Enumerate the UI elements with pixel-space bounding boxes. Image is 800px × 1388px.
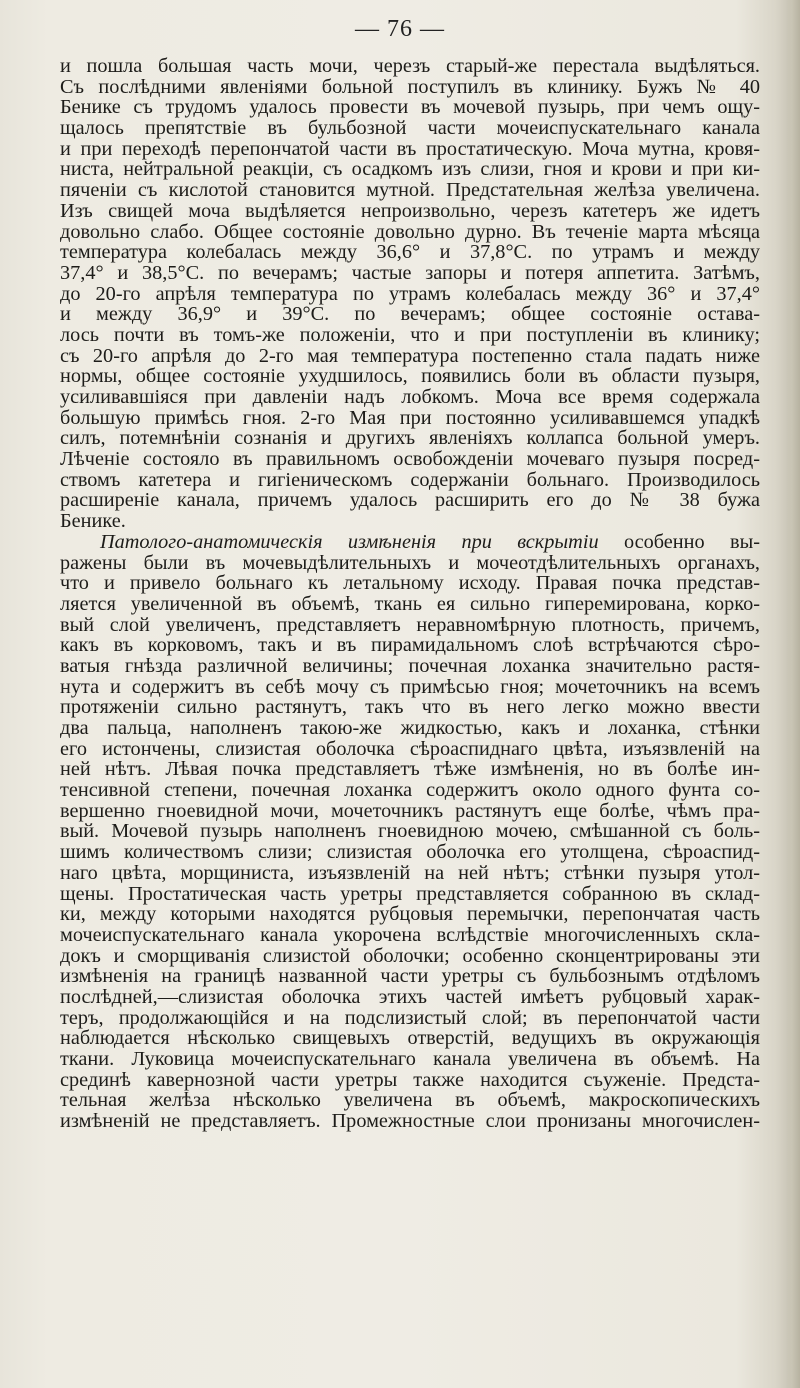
- text-line: [60, 56, 760, 77]
- text-line: [60, 490, 760, 511]
- text-line: [60, 1008, 760, 1029]
- line-text: Бенике.: [60, 510, 126, 533]
- text-line: [60, 449, 760, 470]
- line-text: щалось препятствіе въ бульбозной части мочеиспускательнаго канала: [60, 117, 760, 140]
- text-line: [60, 366, 760, 387]
- line-text: измѣненій не представляетъ. Промежностные слои пронизаны многочислен-: [60, 1110, 760, 1133]
- line-text: ки, между которыми находятся рубцовыя перемычки, перепончатая часть: [60, 903, 760, 926]
- text-line: [60, 759, 760, 780]
- text-line: [60, 718, 760, 739]
- line-text: вершенно гноевидной мочи, мочеточникъ растянутъ еще болѣе, чѣмъ пра-: [60, 799, 760, 822]
- line-text: докъ и сморщиванія слизистой оболочки; особенно сконцентрированы эти: [60, 944, 760, 967]
- text-line: [60, 946, 760, 967]
- line-text: шимъ количествомъ слизи; слизистая оболочка его утолщена, сѣроаспид-: [60, 841, 760, 864]
- text-line: [60, 470, 760, 491]
- text-line: [60, 842, 760, 863]
- text-line: [60, 697, 760, 718]
- text-line: [60, 118, 760, 139]
- line-text: тенсивной степени, почечная лоханка содержитъ около одного фунта со-: [60, 779, 760, 802]
- text-line: [60, 1049, 760, 1070]
- line-text: и при переходѣ перепончатой части въ простатическую. Моча мутна, кровя-: [60, 137, 760, 160]
- text-line: [60, 387, 760, 408]
- line-text: послѣдней,—слизистая оболочка этихъ частей имѣетъ рубцовый харак-: [60, 985, 760, 1008]
- line-text: пяченіи съ кислотой становится мутной. Предстательная желѣза увеличена.: [60, 179, 760, 202]
- line-text: Изъ свищей моча выдѣляется непроизвольно, черезъ катетеръ же идетъ: [60, 199, 760, 222]
- text-line: [60, 346, 760, 367]
- line-text: съ 20-го апрѣля до 2-го мая температура постепенно стала падать ниже: [60, 344, 760, 367]
- body-text: [60, 56, 760, 1132]
- line-text: ляется увеличенной въ объемѣ, ткань ея сильно гиперемирована, корко-: [60, 592, 760, 615]
- line-text: усиливавшіяся при давленіи надъ лобкомъ. Моча все время содержала: [60, 386, 760, 408]
- line-text: 37,4° и 38,5°С. по вечерамъ; частые запоры и потеря аппетита. Затѣмъ,: [60, 261, 760, 284]
- page-number: — 76 —: [355, 16, 445, 42]
- text-line: [60, 428, 760, 449]
- text-line: [60, 180, 760, 201]
- line-text: два пальца, наполненъ такою-же жидкостью, какъ и лоханка, стѣнки: [60, 717, 760, 739]
- line-text: наго цвѣта, морщиниста, изъязвленій на ней нѣтъ; стѣнки пузыря утол-: [60, 861, 760, 884]
- text-line: [60, 1111, 760, 1132]
- line-text: теръ, продолжающійся и на подслизистый слой; въ перепончатой части: [60, 1006, 760, 1029]
- line-text: наблюдается нѣсколько свищевыхъ отверстій, ведущихъ въ окружающія: [60, 1027, 760, 1050]
- text-line: [60, 987, 760, 1008]
- line-text: срединѣ кавернозной части уретры также находится съуженіе. Предста-: [60, 1068, 760, 1091]
- text-line: [60, 511, 760, 532]
- line-text: большую примѣсь гноя. 2-го Мая при постоянно усиливавшемся упадкѣ: [60, 406, 760, 429]
- line-text: Лѣченіе состояло въ правильномъ освобожденіи мочеваго пузыря посред-: [60, 448, 760, 471]
- line-text: что и привело больнаго къ летальному исходу. Правая почка представ-: [60, 572, 760, 595]
- line-text: довольно слабо. Общее состояніе довольно дурно. Въ теченіе марта мѣсяца: [60, 220, 760, 243]
- line-text: и между 36,9° и 39°С. по вечерамъ; общее состояніе остава-: [60, 303, 760, 326]
- line-text: особенно вы-: [598, 530, 760, 553]
- line-text: ражены были въ мочевыдѣлительныхъ и мочеотдѣлительныхъ органахъ,: [60, 551, 760, 574]
- text-line: [60, 904, 760, 925]
- section-heading-italic: Патолого-анатомическія измѣненія при вскрытіи: [100, 530, 599, 553]
- text-line: [60, 97, 760, 118]
- line-text: ней нѣтъ. Лѣвая почка представляетъ тѣже измѣненія, но въ болѣе ин-: [60, 758, 760, 781]
- text-line: [60, 739, 760, 760]
- line-text: лось почти въ томъ-же положеніи, что и при поступленіи въ клинику;: [60, 323, 760, 346]
- text-line: [60, 222, 760, 243]
- line-text: ткани. Луковица мочеиспускательнаго канала увеличена въ объемѣ. На: [60, 1048, 760, 1070]
- line-text: вый. Мочевой пузырь наполненъ гноевидною мочею, смѣшанной съ боль-: [60, 820, 760, 843]
- text-line: [60, 408, 760, 429]
- text-line: [60, 553, 760, 574]
- text-line: [60, 284, 760, 305]
- page-edge-shadow: [786, 0, 800, 1388]
- line-text: температура колебалась между 36,6° и 37,8°С. по утрамъ и между: [60, 241, 760, 264]
- text-line: [60, 821, 760, 842]
- line-text: расширеніе канала, причемъ удалось расширить его до № 38 бужа: [60, 489, 760, 512]
- line-text: до 20-го апрѣля температура по утрамъ колебалась между 36° и 37,4°: [60, 282, 760, 305]
- line-text: мочеиспускательнаго канала укорочена вслѣдствіе многочисленныхъ скла-: [60, 923, 760, 946]
- text-line: [60, 263, 760, 284]
- text-line: [60, 1070, 760, 1091]
- line-text: нута и содержитъ въ себѣ мочу съ примѣсью гноя; мочеточникъ на всемъ: [60, 675, 760, 698]
- line-text: ватыя гнѣзда различной величины; почечная лоханка значительно растя-: [60, 654, 760, 677]
- line-text: Бенике съ трудомъ удалось провести въ мочевой пузырь, при чемъ ощу-: [60, 96, 760, 119]
- text-line: [60, 159, 760, 180]
- text-line: [60, 201, 760, 222]
- line-text: силъ, потемнѣніи сознанія и другихъ явленіяхъ коллапса больной умеръ.: [60, 427, 760, 450]
- text-line: [60, 242, 760, 263]
- line-text: вый слой увеличенъ, представляетъ неравномѣрную плотность, причемъ,: [60, 613, 760, 636]
- text-line: [60, 573, 760, 594]
- line-text: ствомъ катетера и гигіеническомъ содержаніи больнаго. Производилось: [60, 468, 760, 491]
- text-line: [60, 884, 760, 905]
- text-line: [60, 77, 760, 98]
- text-line: [60, 780, 760, 801]
- line-text: его истончены, слизистая оболочка сѣроаспиднаго цвѣта, изъязвленій на: [60, 737, 760, 760]
- line-text: нормы, общее состояніе ухудшилось, появились боли въ области пузыря,: [60, 365, 760, 388]
- text-line: [60, 594, 760, 615]
- text-line: [60, 656, 760, 677]
- text-line: [60, 532, 760, 553]
- text-line: [60, 863, 760, 884]
- line-text: ниста, нейтральной реакціи, съ осадкомъ изъ слизи, гноя и крови и при ки-: [60, 158, 760, 181]
- line-text: Съ послѣдними явленіями больной поступилъ въ клинику. Бужъ № 40: [60, 75, 760, 98]
- line-text: какъ въ корковомъ, такъ и въ пирамидальномъ слоѣ встрѣчаются сѣро-: [60, 634, 760, 657]
- text-line: [60, 325, 760, 346]
- line-text: тельная желѣза нѣсколько увеличена въ объемѣ, макроскопическихъ: [60, 1089, 760, 1112]
- line-text: измѣненія на границѣ названной части уретры съ бульбознымъ отдѣломъ: [60, 965, 760, 988]
- text-line: [60, 1090, 760, 1111]
- text-line: [60, 801, 760, 822]
- text-line: [60, 966, 760, 987]
- text-line: [60, 635, 760, 656]
- text-line: [60, 1028, 760, 1049]
- text-line: [60, 139, 760, 160]
- text-line: [60, 615, 760, 636]
- line-text: и пошла большая часть мочи, черезъ старый-же перестала выдѣляться.: [60, 55, 760, 77]
- text-line: [60, 304, 760, 325]
- line-text: щены. Простатическая часть уретры представляется собранною въ склад-: [60, 882, 760, 905]
- text-line: [60, 677, 760, 698]
- text-line: [60, 925, 760, 946]
- line-text: протяженіи сильно растянутъ, такъ что въ него легко можно ввести: [60, 696, 760, 719]
